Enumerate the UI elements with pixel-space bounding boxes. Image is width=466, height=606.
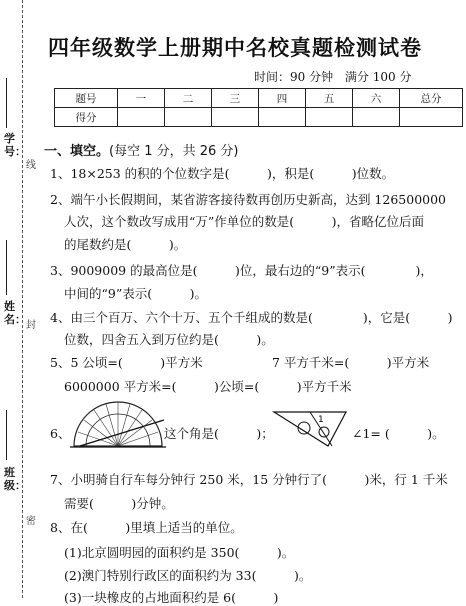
question-7-line-1: 7、小明骑自行车每分钟行 250 米，15 分钟行了( )米，行 1 千米 [50,472,448,487]
exam-title: 四年级数学上册期中名校真题检测试卷 [48,36,422,60]
triangle-ruler-figure [270,408,350,450]
question-1: 1、18×253 的积的个位数字是( )，积是( )位数。 [50,166,395,181]
protractor-figure [70,398,166,450]
student-name-underline [6,240,8,295]
exam-meta [254,68,419,85]
score-table-score-row [55,108,463,127]
score-input-cell[interactable] [118,108,165,127]
seal-mark-secret: 密 [26,516,36,527]
class-label: 班级： [4,466,26,492]
binding-line [22,0,23,598]
seal-mark-seal: 封 [26,320,36,331]
score-input-cell[interactable] [353,108,400,127]
question-3-line-1: 3、9009009 的最高位是( )位，最右边的“9”表示( )， [50,263,433,278]
question-4-line-2: 位数，四舍五入到万位约是( )。 [64,332,274,347]
score-cell: 五 [306,89,353,108]
question-6-number: 6、 [50,426,71,441]
score-input-cell[interactable] [306,108,353,127]
score-cell: 题号 [55,89,118,108]
score-cell: 六 [353,89,400,108]
question-8-item-1: (1)北京圆明园的面积约是 350( )。 [64,545,295,560]
question-5-part-2: 7 平方千米=( )平方米 [272,355,430,370]
question-8-item-2: (2)澳门特别行政区的面积约为 33( )。 [64,568,312,583]
question-5-part-1: 5、5 公顷=( )平方米 [50,355,203,370]
binding-strip [0,0,40,598]
score-cell: 三 [212,89,259,108]
score-cell: 一 [118,89,165,108]
question-2-line-3: 的尾数约是( )。 [64,237,187,252]
question-5-line-2: 6000000 平方米=( )公顷=( )平方千米 [64,379,352,394]
question-4-line-1: 4、由三个百万、六个十万、五个千组成的数是( )，它是( ) [50,310,453,325]
exam-full-score: 满分 100 分 [344,70,412,84]
angle-label: 1 [318,415,324,425]
score-input-cell[interactable] [212,108,259,127]
question-8: 8、在( )里填上适当的单位。 [50,520,243,535]
question-7-line-2: 需要( )分钟。 [64,496,174,511]
score-input-cell[interactable] [165,108,212,127]
question-3-line-2: 中间的“9”表示( )。 [64,286,207,301]
question-6-angle-text: 这个角是( )； [164,426,274,441]
score-cell: 四 [259,89,306,108]
seal-mark-line: 线 [26,160,36,171]
score-cell: 得分 [55,108,118,127]
question-2-line-1: 2、端午小长假期间，某省游客接待数再创历史新高，达到 126500000 [50,192,447,207]
student-name-label: 姓名： [4,300,26,326]
question-6-angle1-text: ∠1= ( )。 [352,426,445,441]
question-2-line-2: 人次，这个数改写成用“万”作单位的数是( )，省略亿位后面 [64,214,425,229]
exam-time: 时间：90 分钟 [254,70,334,84]
class-underline [6,410,8,460]
question-8-item-3: (3)一块橡皮的占地面积约是 6( ) [64,590,279,605]
score-cell: 二 [165,89,212,108]
section-heading [44,140,239,159]
student-id-label: 学号： [4,132,26,158]
score-cell: 总分 [400,89,463,108]
section-note: (每空 1 分，共 26 分) [109,144,239,159]
score-input-cell[interactable] [259,108,306,127]
section-title: 一、填空。 [44,144,110,159]
student-id-underline [6,78,8,128]
score-table-header-row [55,89,463,108]
score-input-cell[interactable] [400,108,463,127]
score-table [54,88,463,127]
